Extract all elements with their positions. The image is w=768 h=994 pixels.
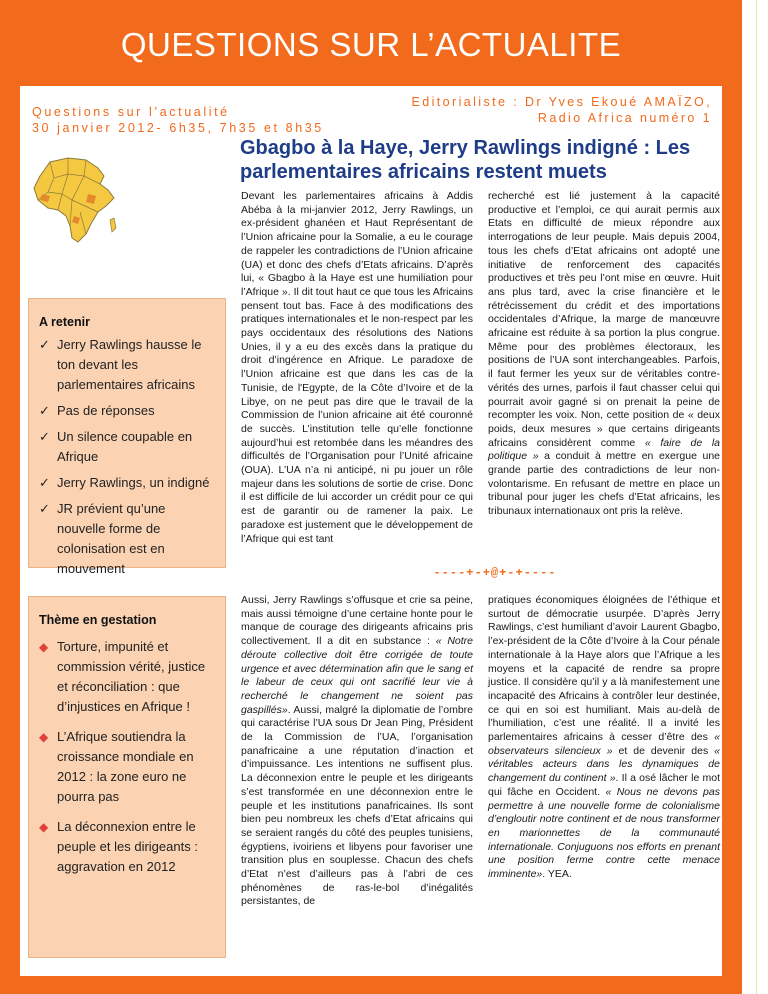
list-item: ◆ La déconnexion entre le peuple et les dirigeants : aggravation en 2012 — [39, 819, 198, 874]
checkmark-icon: ✓ — [39, 429, 50, 444]
list-item: ✓ Un silence coupable en Afrique — [39, 429, 193, 464]
editorialist-info — [412, 94, 712, 126]
list-item: ◆ Torture, impunité et commission vérité, justice et réconciliation : que d’injustices en Afrique ! — [39, 639, 206, 714]
list-item: ✓ JR prévient qu’une nouvelle forme de colonisation est en mouvement — [39, 501, 166, 576]
theme-box — [28, 596, 226, 958]
issue-info — [32, 104, 324, 136]
key-points-list — [29, 335, 225, 579]
content-area — [20, 86, 722, 976]
list-item: ✓ Jerry Rawlings, un indigné — [29, 473, 225, 493]
issue-line-1: Questions sur l’actualité — [32, 105, 230, 119]
checkmark-icon: ✓ — [39, 475, 50, 490]
checkmark-icon: ✓ — [39, 501, 50, 516]
page-title: QUESTIONS SUR L’ACTUALITE — [120, 26, 622, 63]
checkmark-icon: ✓ — [39, 337, 50, 352]
quote: « véritables acteurs dans les dynamiques de changement du continent » — [488, 744, 720, 785]
key-points-title: A retenir — [39, 315, 90, 329]
list-item: ✓ Pas de réponses — [29, 401, 225, 421]
banner — [0, 0, 742, 86]
checkmark-icon: ✓ — [39, 403, 50, 418]
key-points-box — [28, 298, 226, 576]
quote: « Notre déroute collective doit être corrigée de toute urgence et avec détermination afin que le sang et le labeur de ceux qui ont sacrifié leur vie à recherché le changement ne soient pas gaspillés» — [241, 635, 474, 716]
africa-map-icon — [28, 154, 120, 246]
editorialist-line-1: Editorialiste : Dr Yves Ekoué AMAÏZO, — [411, 95, 712, 109]
quote: « observateurs silencieux » — [488, 731, 720, 757]
theme-title: Thème en gestation — [39, 613, 157, 627]
article-column-1: Devant les parlementaires africains à Addis Abéba à la mi-janvier 2012, Jerry Rawlings, un ex-président ghanéen et Haut Représentant de l’Union africaine pour la Somalie, a eu le courage de rappeler les contradictions de l’Union africaine (UA) et donc des chefs d’Etats africains. D’après lui, « Gbagbo à la Haye est une humiliation pour l’Afrique ». Il dit tout haut ce que tous les Africains pensent tout bas. Face à des modifications des pratiques internationales et le non-respect par les pays occidentaux des résolutions des Nations Unies, il y a eu des excès dans la pratique du droit d’ingérence en Afrique. Le paradoxe de l’Union africaine est que dans les cas de la Tunisie, de l'Egypte, de la Côte d’Ivoire et de la Libye, on ne peut pas dire que le travail de la Commission de l’union africaine ait été couronné de succès. L’institution telle qu’elle fonctionne aujourd’hui est retombée dans les méandres des difficultés de l’Organisation pour l’Unité africaine (OUA). L’UA n’a ni anticipé, ni pu jouer un rôle majeur dans les solutions de sortie de crise. Donc il est difficile de lui accorder un crédit pour ce qui est de garantir ou de ramener la paix. Le paradoxe est justement que le développement de l’Afrique qui est tant — [241, 190, 473, 545]
diamond-icon: ◆ — [39, 820, 49, 834]
article-column-3: Aussi, Jerry Rawlings s’offusque et crie sa peine, mais aussi témoigne d’une certaine honte pour le manque de courage des dirigeants africains pris collectivement. Il a dit en substance : « Notre déroute collective doit être corrigée de toute urgence et avec détermination afin que le sang et le labeur de ceux qui ont sacrifié leur vie à recherché le changement ne soient pas gaspillés». Aussi, malgré la diplomatie de l’ombre qui caractérise l’UA sous Dr Jean Ping, Président de la Commission de l’UA, l’organisation panafricaine a une réputation d’inaction et d’impuissance. Les intentions ne suffisent plus. La déconnexion entre le peuple et les dirigeants s’est transformée en une déconnexion entre le peuple et les institutions panafricaines. Ils sont bien peu nombreux les chefs d’Etat africains qui se seraient rangés du côté des peuples tunisiens, égyptiens, ivoiriens et libyens pour favoriser une transition plus en souplesse. Chacun des chefs d’Etat n’est d’ailleurs pas à l’abri de ces phénomènes de ras-le-bol d’inégalités persistantes, de — [241, 594, 474, 908]
quote: « Nous ne devons pas permettre à une nouvelle forme de colonialisme d’engloutir notre continent et de nous transformer en marionnettes de la communauté internationale. Conjuguons nos efforts en prenant une position ferme contre cette menace imminente» — [488, 785, 720, 881]
diamond-icon: ◆ — [39, 640, 49, 654]
issue-line-2: 30 janvier 2012- 6h35, 7h35 et 8h35 — [32, 121, 324, 135]
theme-list — [29, 637, 225, 877]
list-item: ◆ L’Afrique soutiendra la croissance mondiale en 2012 : la zone euro ne pourra pas — [39, 729, 194, 804]
article-headline: Gbagbo à la Haye, Jerry Rawlings indigné : Les parlementaires africains restent muets — [240, 137, 691, 183]
article-column-4: pratiques économiques éloignées de l’éthique et surtout de démocratie usurpée. D’après Jerry Rawlings, c’est humiliant d’avoir Laurent Gbagbo, l’ex-président de la Côte d’Ivoire à la Cour pénale internationale à la Haye alors que l’Afrique a les moyens et la capacité de rendre sa propre justice. Il considère qu’il y a là manifestement une incapacité des Africains à contrôler leur destinée, ce qui en soi est humiliant. Mais au-delà de l’humiliation, c’est une réalité. Il a invité les parlementaires africains à cesser d’être des « observateurs silencieux » et de devenir des « véritables acteurs dans les dynamiques de changement du continent ». Il a osé lâcher le mot qui fâche en Occident. « Nous ne devons pas permettre à une nouvelle forme de colonialisme d’engloutir notre continent et de nous transformer en marionnettes de la communauté internationale. Conjuguons nos efforts en prenant une position ferme contre cette menace imminente». YEA. — [488, 594, 720, 881]
quote: « faire de la politique » — [488, 436, 721, 463]
list-item: ✓ Jerry Rawlings hausse le ton devant les parlementaires africains — [39, 337, 202, 392]
editorialist-line-2: Radio Africa numéro 1 — [537, 111, 712, 125]
margin-line — [756, 0, 757, 994]
section-separator: ----+-+@+-+---- — [433, 566, 557, 580]
article-column-2: recherché est lié justement à la capacité productive et l’emploi, ce qui aurait permis aux Etats en difficulté de mieux répondre aux interrogations de leur peuple. Mais depuis 2004, tous les chefs d’Etat africains ont adopté une initiative de renforcement des capacités productives et très peu l’ont mise en œuvre. Huit ans plus tard, avec la crise financière et le rétrécissement du crédit et des importations occidentales d’Afrique, la marge de manœuvre africaine est réduite à sa portion la plus congrue. Même pour des problèmes électoraux, les positions de l’UA sont interchangeables. Parfois, il faut fermer les yeux sur de véritables contre-vérités des urnes, parfois il faut chasser celui qui pourrait avoir gagné si on prenait la peine de recompter les voix. Non, cette position de « deux poids, deux mesures » que certains dirigeants africains considèrent comme « faire de la politique » a conduit à mettre en exergue une grande partie des contradictions de leur non-volontarisme. En refusant de mettre en place un tribunal pour juger les chefs d’Etat africains, les tribunaux internationaux ont pris la relève. — [488, 190, 721, 518]
diamond-icon: ◆ — [39, 730, 49, 744]
